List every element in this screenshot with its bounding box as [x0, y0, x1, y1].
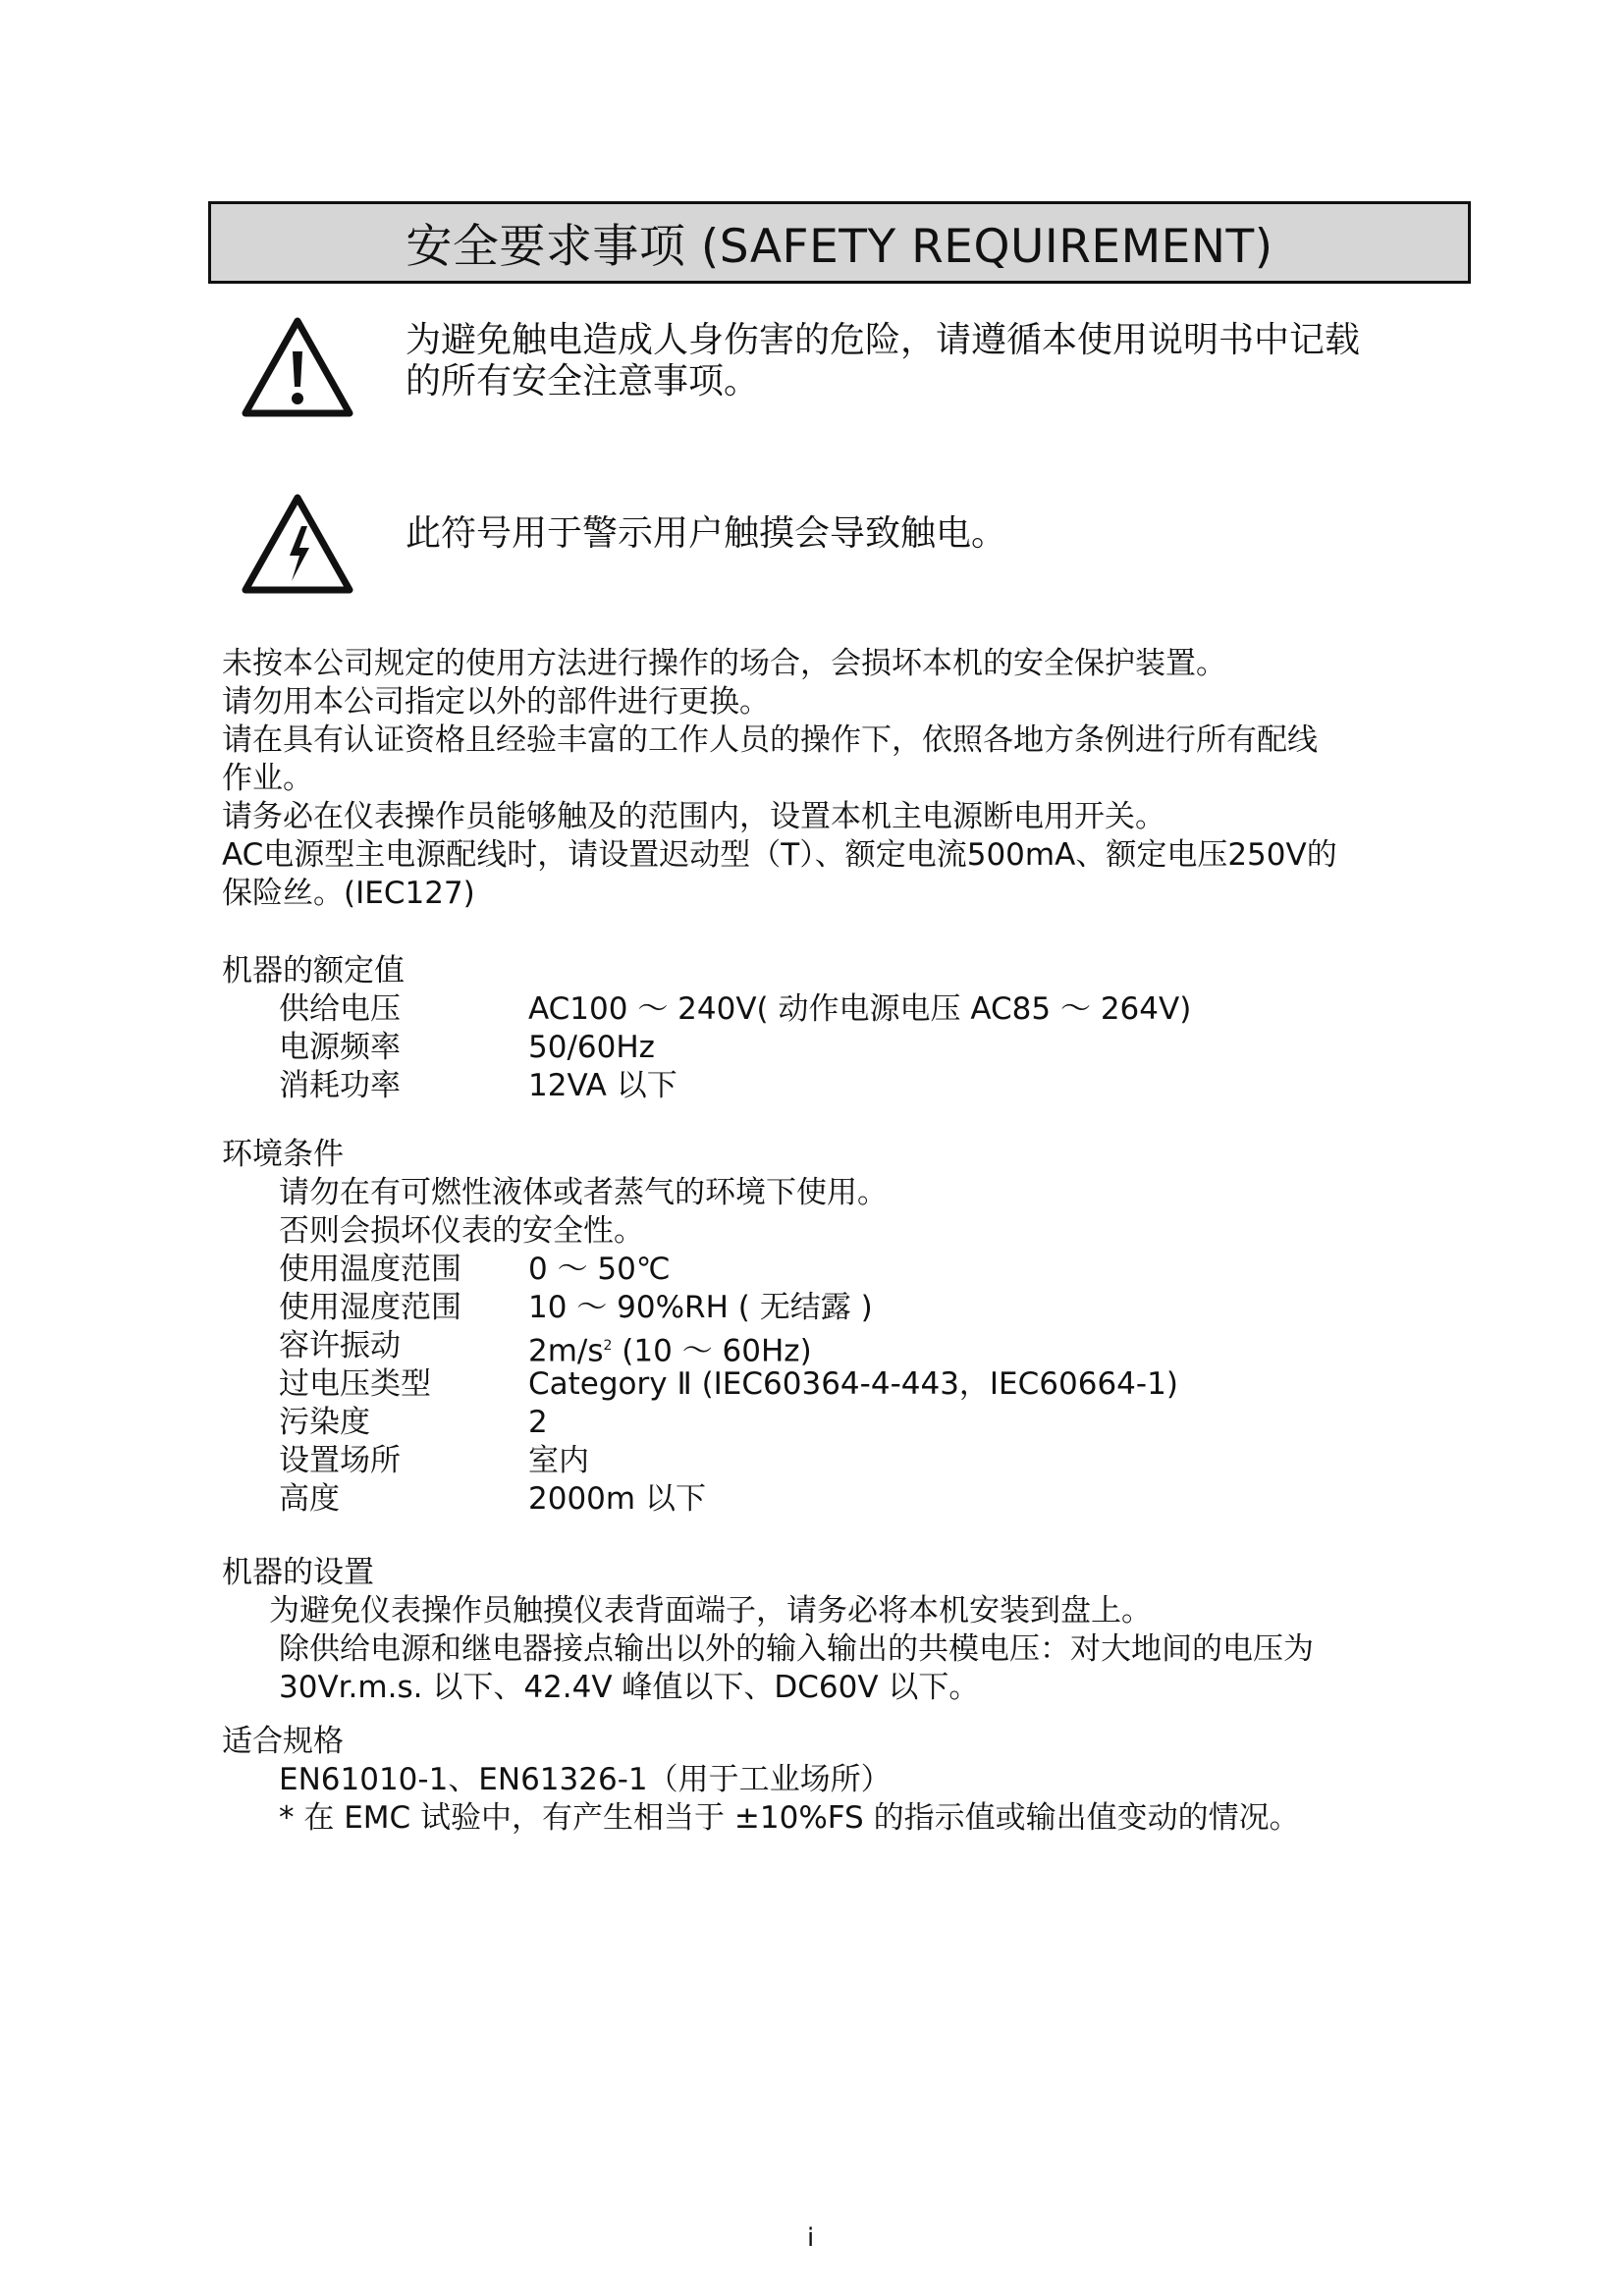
- page-title: 安全要求事项 (SAFETY REQUIREMENT): [208, 201, 1471, 284]
- standards-line: * 在 EMC 试验中，有产生相当于 ±10%FS 的指示值或输出值变动的情况。: [279, 1800, 1300, 1836]
- standards-line: EN61010-1、EN61326-1（用于工业场所）: [279, 1762, 892, 1797]
- standards-heading: 适合规格: [222, 1724, 344, 1759]
- installation-line: 除供给电源和继电器接点输出以外的输入输出的共模电压：对大地间的电压为: [279, 1631, 1314, 1667]
- warning-text-2: 此符号用于警示用户触摸会导致触电。: [406, 513, 1007, 554]
- environment-note: 否则会损坏仪表的安全性。: [279, 1213, 644, 1249]
- environment-heading: 环境条件: [222, 1137, 344, 1172]
- installation-heading: 机器的设置: [222, 1555, 374, 1590]
- installation-line: 30Vr.m.s. 以下、42.4V 峰值以下、DC60V 以下。: [279, 1670, 980, 1705]
- installation-line: 为避免仪表操作员触摸仪表背面端子，请务必将本机安装到盘上。: [269, 1593, 1152, 1629]
- warning-exclamation-icon: [241, 316, 354, 418]
- high-voltage-icon: [241, 493, 354, 595]
- environment-note: 请勿在有可燃性液体或者蒸气的环境下使用。: [279, 1175, 888, 1210]
- warning-text-1: 为避免触电造成人身伤害的危险，请遵循本使用说明书中记载 的所有安全注意事项。: [406, 320, 1361, 401]
- rating-heading: 机器的额定值: [222, 953, 405, 988]
- general-notes: 未按本公司规定的使用方法进行操作的场合，会损坏本机的安全保护装置。 请勿用本公司指定以外的部件进行更换。 请在具有认证资格且经验丰富的工作人员的操作下，依照各地方条例进行所有配线 作业。 请务必在仪表操作员能够触及的范围内，设置本机主电源断电用开关。 AC电源型主电源配线时，请设置迟动型（T）、额定电流500mA、额定电压250V的 保险丝。(IEC127): [222, 646, 1337, 911]
- page-number: i: [807, 2223, 815, 2253]
